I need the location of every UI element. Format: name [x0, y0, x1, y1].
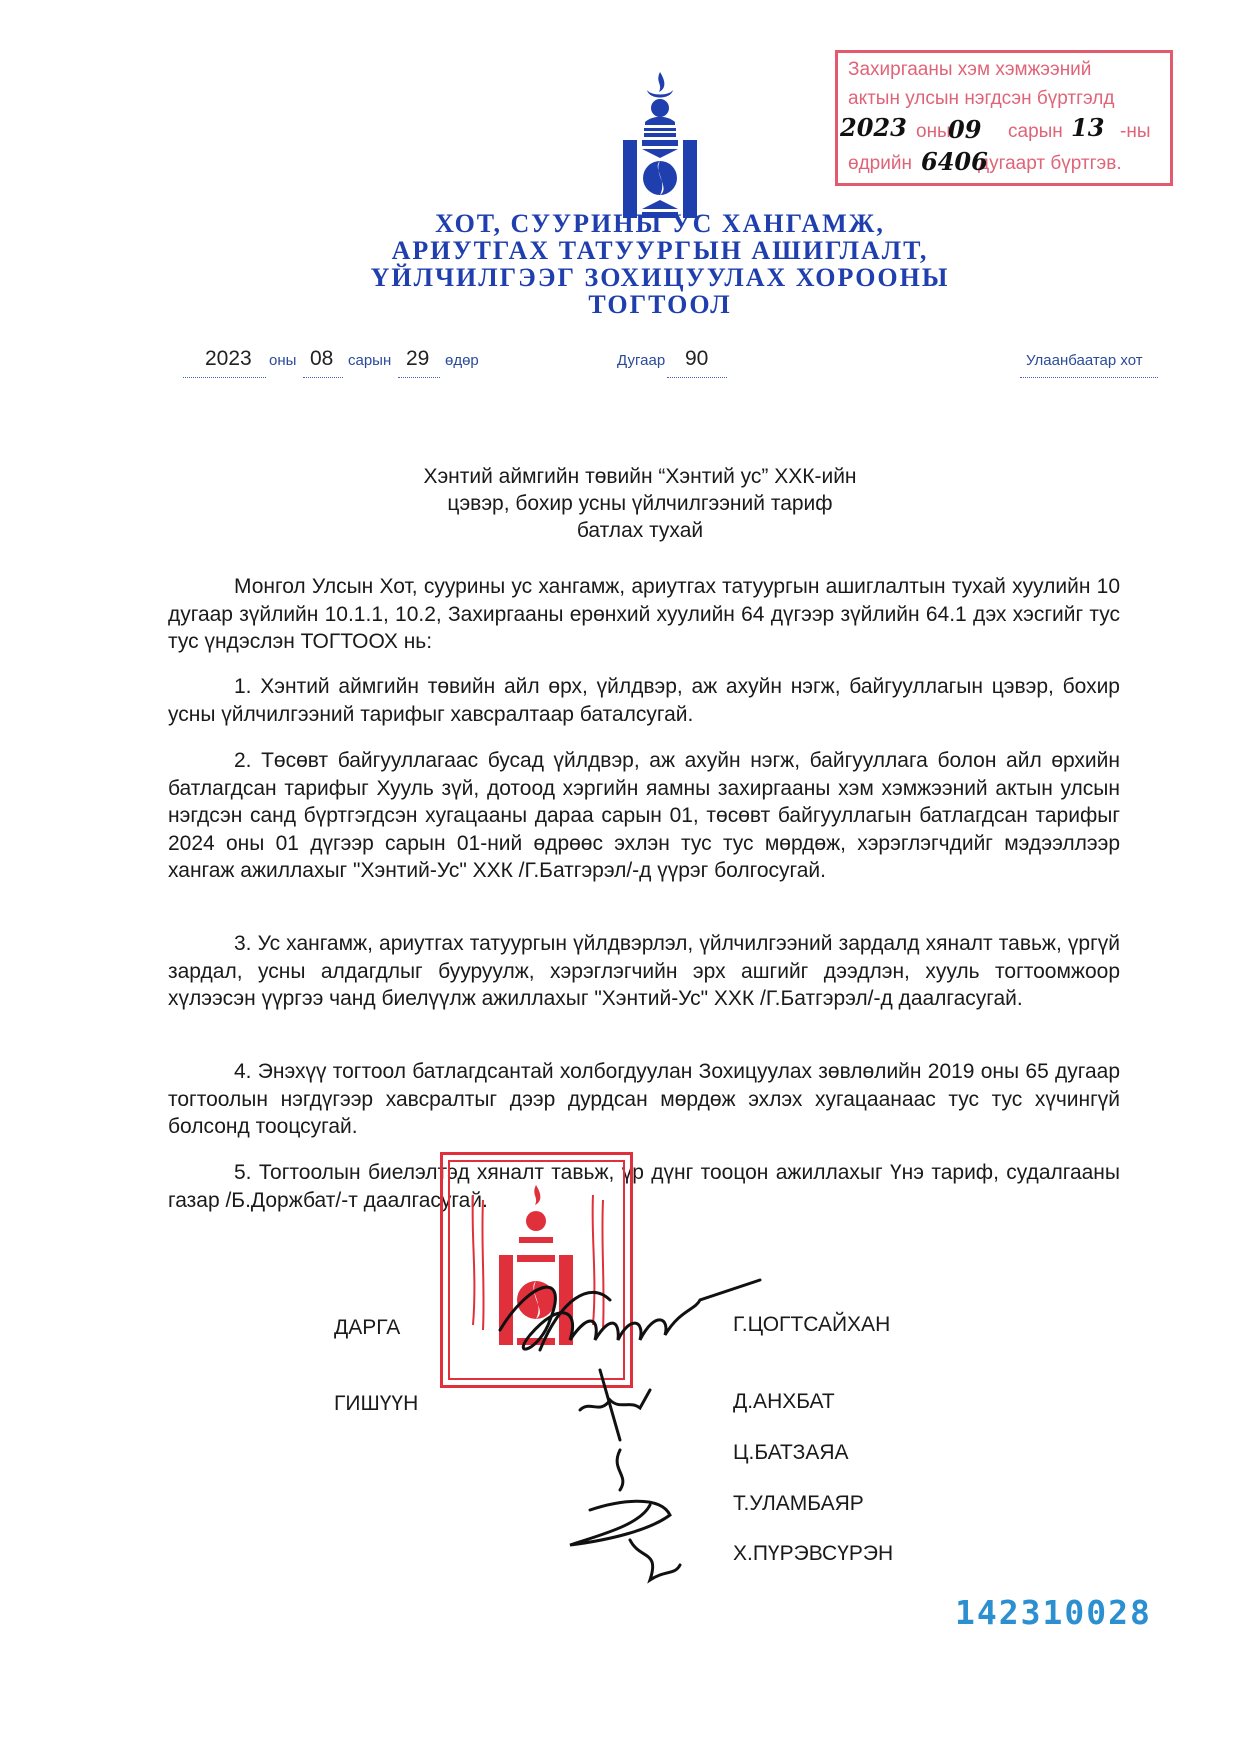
stamp-line-1: Захиргааны хэм хэмжээний	[848, 59, 1092, 80]
dotted-underline	[398, 377, 440, 378]
handwritten-signatures-icon	[470, 1240, 770, 1600]
member-name: Д.АНХБАТ	[733, 1390, 835, 1413]
item-1-text: 1. Хэнтий аймгийн төвийн айл өрх, үйлдвэр, аж ахуйн нэгж, байгууллагын цэвэр, бохир усны үйлчилгээний тарифыг хавсралтаар баталсугай.	[168, 675, 1120, 726]
city-label: Улаанбаатар хот	[1026, 352, 1143, 369]
subject-line: Хэнтий аймгийн төвийн “Хэнтий ус” ХХК-ийн	[423, 465, 857, 488]
preamble-paragraph	[168, 573, 1120, 656]
registration-stamp	[835, 50, 1173, 186]
title-line: АРИУТГАХ ТАТУУРГЫН АШИГЛАЛТ,	[391, 236, 929, 265]
number-label: Дугаар	[617, 352, 666, 369]
dotted-underline	[183, 377, 266, 378]
member-name: Ц.БАТЗАЯА	[733, 1441, 849, 1464]
stamp-day-suffix: -ны	[1120, 121, 1151, 142]
chair-name: Г.ЦОГТСАЙХАН	[733, 1313, 891, 1336]
item-2-text: 2. Төсөвт байгууллагаас бусад үйлдвэр, аж ахуйн нэгж, байгууллага болон айл өрхийн батлагдсан тарифыг Хууль зүй, дотоод хэргийн яамны захиргааны хэм хэмжээний актын улсын нэгдсэн санд бүртгэгдсэн хугацааны дараа сарын 01, төсөвт байгууллагын батлагдсан тарифыг 2024 оны 01 дүгээр сарын 01-ний өдрөөс эхлэн тус тус мөрдөж, хэрэглэгчдийг мэдээллээр хангаж ажиллахыг "Хэнтий-Ус" ХХК /Г.Батгэрэл/-д үүрэг болгосугай.	[168, 749, 1120, 882]
subject-line: цэвэр, бохир усны үйлчилгээний тариф	[447, 492, 833, 515]
item-4-paragraph	[168, 1058, 1120, 1141]
date-day: 29	[406, 347, 430, 370]
chair-label: ДАРГА	[334, 1316, 401, 1339]
dotted-underline	[667, 377, 727, 378]
preamble-text: Монгол Улсын Хот, суурины ус хангамж, ариутгах татуургын ашиглалтын тухай хуулийн 10 дугаар зүйлийн 10.1.1, 10.2, Захиргааны ерөнхий хуулийн 64 дүгээр зүйлийн 64.1 дэх хэсгийг тус тус үндэслэн ТОГТООХ нь:	[168, 575, 1120, 653]
item-5-text: 5. Тогтоолын биелэлтэд хяналт тавьж, үр дүнг тооцон ажиллахыг Үнэ тариф, судалгааны газар /Б.Доржбат/-т даалгасугай.	[168, 1161, 1120, 1212]
handwritten-number: 6406	[921, 147, 988, 176]
item-3-text: 3. Ус хангамж, ариутгах татуургын үйлдвэрлэл, үйлчилгээний зардалд хяналт тавьж, үргүй зардал, усны алдагдлыг бууруулж, хэрэглэгчийн эрх ашгийг дээдлэн, хууль тогтоомжоор хүлээсэн үүргээ чанд биелүүлж ажиллахыг "Хэнтий-Ус" ХХК /Г.Батгэрэл/-д даалгасугай.	[168, 932, 1120, 1010]
issuer-title	[300, 210, 1020, 318]
date-month-label: сарын	[348, 352, 392, 369]
dotted-underline	[303, 377, 343, 378]
title-line: ТОГТООЛ	[588, 290, 732, 319]
item-3-paragraph	[168, 930, 1120, 1013]
decree-subject	[300, 463, 980, 544]
date-year: 2023	[205, 347, 252, 370]
title-line: ХОТ, СУУРИНЫ УС ХАНГАМЖ,	[435, 209, 885, 238]
title-line: ҮЙЛЧИЛГЭЭГ ЗОХИЦУУЛАХ ХОРООНЫ	[370, 263, 950, 292]
stamp-year-suffix: оны	[916, 121, 951, 142]
stamp-line-4b: дугаарт бүртгэв.	[978, 153, 1122, 174]
member-label: ГИШҮҮН	[334, 1392, 419, 1415]
stamp-month-label: сарын	[1008, 121, 1063, 142]
serial-number: 142310028	[955, 1593, 1152, 1632]
date-month: 08	[310, 347, 334, 370]
item-2-paragraph	[168, 747, 1120, 885]
stamp-line-2: актын улсын нэгдсэн бүртгэлд	[848, 88, 1115, 109]
soyombo-emblem-icon	[615, 70, 705, 220]
member-name: Х.ПҮРЭВСҮРЭН	[733, 1542, 894, 1565]
decree-number: 90	[685, 347, 709, 370]
date-year-label: оны	[269, 352, 297, 369]
item-4-text: 4. Энэхүү тогтоол батлагдсантай холбогдуулан Зохицуулах зөвлөлийн 2019 оны 65 дугаар тогтоолын нэгдүгээр хавсралтыг дээр дурдсан мөрдөж эхлэх хугацаанаас тус тус хүчингүй болсонд тооцсугай.	[168, 1060, 1120, 1138]
subject-line: батлах тухай	[576, 519, 704, 542]
handwritten-month: 09	[948, 115, 982, 144]
handwritten-year: 2023	[840, 113, 907, 142]
date-day-label: өдөр	[445, 352, 479, 369]
handwritten-day: 13	[1071, 113, 1105, 142]
item-1-paragraph	[168, 673, 1120, 728]
item-5-paragraph	[168, 1159, 1120, 1214]
dotted-underline	[1020, 377, 1158, 378]
member-name: Т.УЛАМБАЯР	[733, 1492, 864, 1515]
stamp-line-4a: өдрийн	[848, 153, 912, 174]
